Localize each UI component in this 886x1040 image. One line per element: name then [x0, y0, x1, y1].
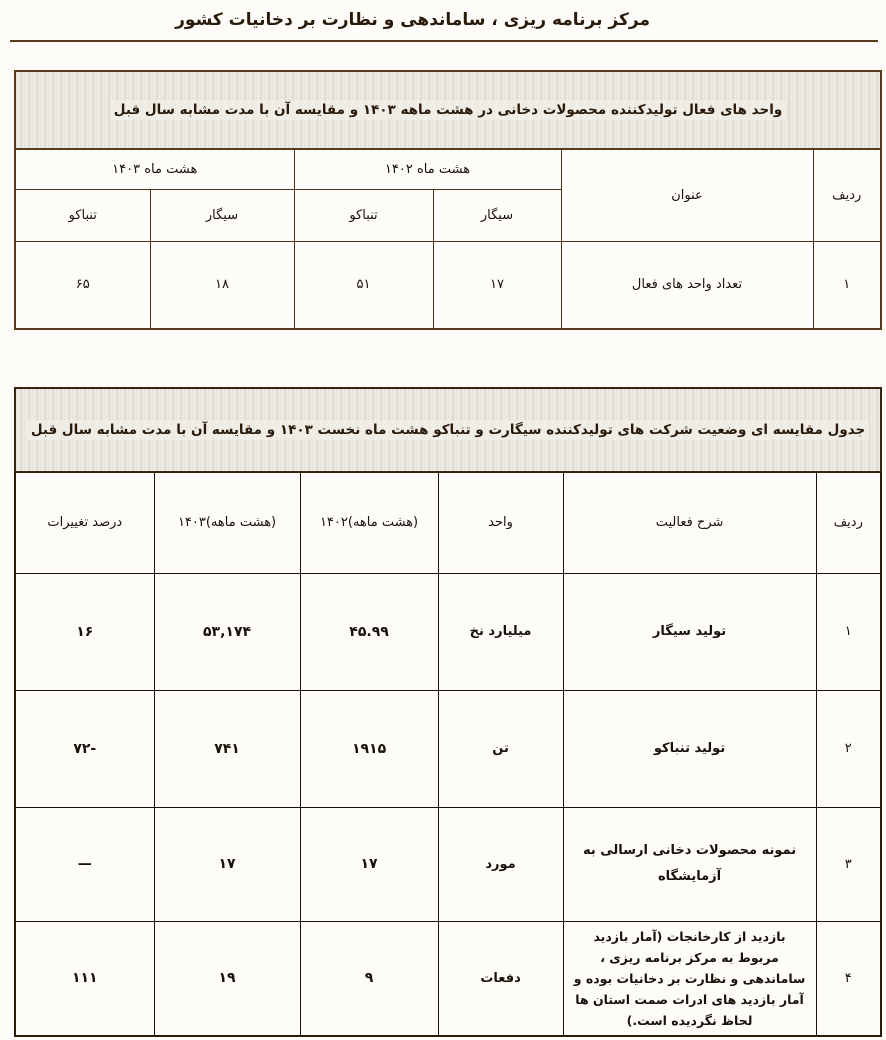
cell-tobacco-1402: ۵۱ — [294, 241, 433, 329]
header-unit: واحد — [438, 472, 563, 573]
cell-row-no: ۳ — [816, 807, 881, 921]
cell-value-1403: ۱۷ — [154, 807, 300, 921]
cell-value-1403: ۷۴۱ — [154, 690, 300, 807]
cell-value-1402: ۹ — [300, 921, 438, 1036]
header-cigarette-1403: سیگار — [150, 189, 294, 241]
cell-title: تعداد واحد های فعال — [561, 241, 813, 329]
header-tobacco-1403: تنباکو — [15, 189, 150, 241]
production-comparison-table — [14, 387, 882, 1037]
header-change-pct: درصد تغییرات — [15, 472, 154, 573]
table-row — [15, 573, 881, 690]
table-row — [15, 807, 881, 921]
cell-row-no: ۱ — [813, 241, 881, 329]
cell-change-pct: ۱۶ — [15, 573, 154, 690]
cell-value-1403: ۵۳,۱۷۴ — [154, 573, 300, 690]
cell-unit: میلیارد نخ — [438, 573, 563, 690]
table-caption — [15, 388, 881, 472]
header-row-no: ردیف — [816, 472, 881, 573]
cell-unit: دفعات — [438, 921, 563, 1036]
cell-row-no: ۲ — [816, 690, 881, 807]
cell-value-1402: ۱۹۱۵ — [300, 690, 438, 807]
active-units-table — [14, 70, 882, 330]
cell-cigarette-1403: ۱۸ — [150, 241, 294, 329]
cell-row-no: ۴ — [816, 921, 881, 1036]
cell-value-1402: ۱۷ — [300, 807, 438, 921]
page-header — [10, 6, 878, 42]
cell-row-no: ۱ — [816, 573, 881, 690]
header-activity: شرح فعالیت — [563, 472, 816, 573]
table-row — [15, 921, 881, 1036]
cell-change-pct: -۷۲ — [15, 690, 154, 807]
page-title: مرکز برنامه ریزی ، ساماندهی و نظارت بر دخانیات کشور — [175, 10, 650, 30]
cell-activity: تولید سیگار — [563, 573, 816, 690]
header-period-1403: هشت ماه ۱۴۰۳ — [15, 149, 294, 189]
table-row — [15, 690, 881, 807]
cell-value-1402: ۴۵.۹۹ — [300, 573, 438, 690]
cell-change-pct: — — [15, 807, 154, 921]
header-cigarette-1402: سیگار — [433, 189, 561, 241]
table-caption-text: واحد های فعال تولیدکننده محصولات دخانی در هشت ماهه ۱۴۰۳ و مقایسه آن با مدت مشابه سال قبل — [110, 100, 786, 120]
table-row — [15, 241, 881, 329]
cell-unit: تن — [438, 690, 563, 807]
cell-unit: مورد — [438, 807, 563, 921]
header-tobacco-1402: تنباکو — [294, 189, 433, 241]
cell-cigarette-1402: ۱۷ — [433, 241, 561, 329]
cell-activity: نمونه محصولات دخانی ارسالی به آزمایشگاه — [563, 807, 816, 921]
table-caption-text: جدول مقایسه ای وضعیت شرکت های تولیدکننده سیگارت و تنباکو هشت ماه نخست ۱۴۰۳ و مقایسه آن با مدت مشابه سال قبل — [27, 420, 869, 440]
table-caption — [15, 71, 881, 149]
cell-activity: تولید تنباکو — [563, 690, 816, 807]
cell-change-pct: ۱۱۱ — [15, 921, 154, 1036]
cell-tobacco-1403: ۶۵ — [15, 241, 150, 329]
cell-value-1403: ۱۹ — [154, 921, 300, 1036]
header-period-1402: هشت ماه ۱۴۰۲ — [294, 149, 561, 189]
header-period-1402: (هشت ماهه)۱۴۰۲ — [300, 472, 438, 573]
header-row-no: ردیف — [813, 149, 881, 241]
cell-activity: بازدید از کارخانجات (آمار بازدید مربوط به مرکز برنامه ریزی ، ساماندهی و نظارت بر دخانیات بوده و آمار بازدید های ادرات صمت استان ها لحاظ نگردیده است.) — [563, 921, 816, 1036]
header-title: عنوان — [561, 149, 813, 241]
header-period-1403: (هشت ماهه)۱۴۰۳ — [154, 472, 300, 573]
